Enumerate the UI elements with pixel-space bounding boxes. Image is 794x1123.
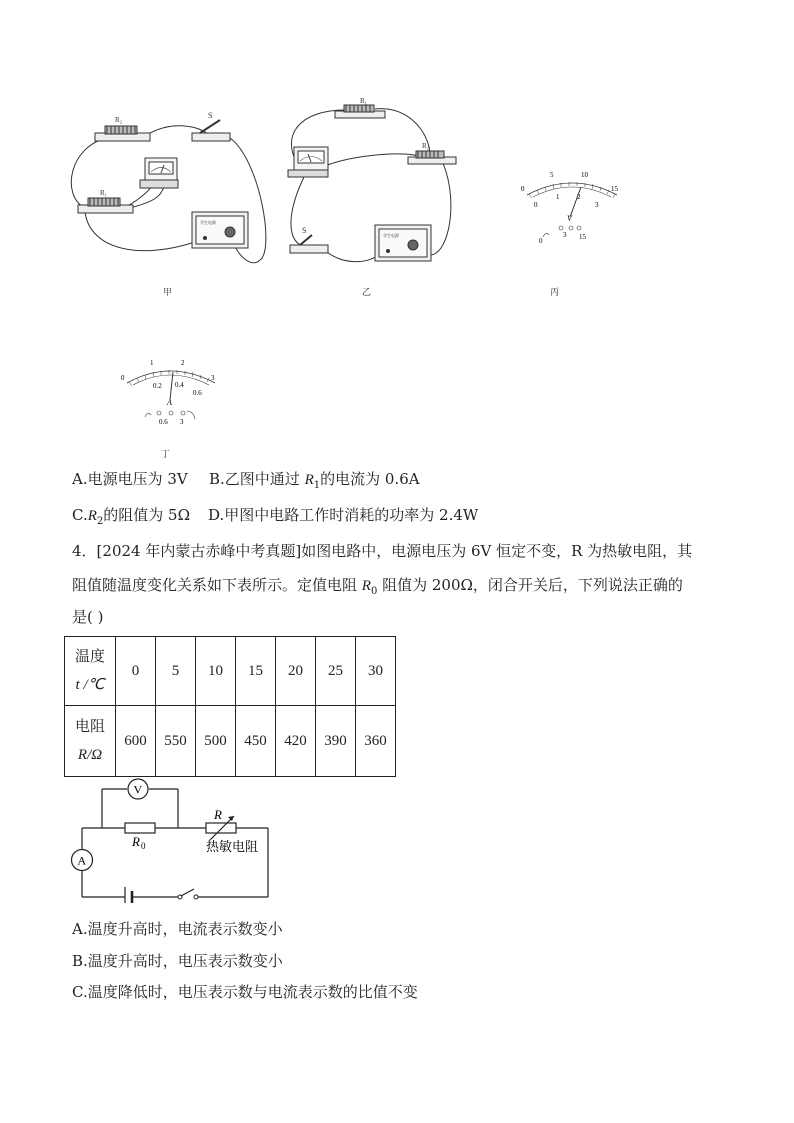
q3-option-a: A.电源电压为 3V	[72, 470, 188, 488]
a-unit: A	[167, 398, 172, 407]
v-inner-2: 2	[577, 193, 581, 201]
label-power-jia: 学生电源	[200, 220, 216, 225]
q4-option-c: C.温度降低时，电压表示数与电流表示数的比值不变	[72, 983, 418, 1001]
temperature-resistance-table	[64, 636, 396, 777]
table-cell: 550	[156, 706, 196, 777]
switch-s-yi	[290, 235, 328, 253]
table-cell: 500	[196, 706, 236, 777]
thermistor-label: 热敏电阻	[206, 839, 259, 854]
v-inner-0: 0	[534, 201, 538, 209]
voltmeter-yi	[288, 147, 328, 177]
q4-stem-line2: 阻值随温度变化关系如下表所示。定值电阻 $R_0$ 阻值为 200Ω，闭合开关后，下列说法正确的	[72, 576, 683, 597]
v-outer-10: 10	[581, 171, 588, 179]
table-cell: 390	[316, 706, 356, 777]
resistance-header: 电阻 R/Ω	[65, 706, 116, 777]
a-term-3: 3	[180, 418, 184, 426]
a-term-0.6: 0.6	[159, 418, 168, 426]
q4-option-b: B.温度升高时，电压表示数变小	[72, 952, 283, 970]
svg-text:A: A	[77, 853, 87, 868]
q4-option-a: A.温度升高时，电流表示数变小	[72, 920, 283, 938]
q4-stem-line3: 是( )	[72, 608, 104, 626]
power-supply-jia	[192, 212, 248, 248]
resistor-r1-jia	[78, 198, 133, 213]
power-supply-yi	[375, 225, 431, 261]
label-r1-jia: R₁	[100, 189, 108, 197]
table-cell: 25	[316, 637, 356, 706]
table-cell: 10	[196, 637, 236, 706]
voltmeter-jia	[140, 158, 178, 188]
caption-yi: 乙	[362, 288, 372, 298]
table-cell: 450	[236, 706, 276, 777]
q4-circuit-diagram	[70, 778, 280, 903]
v-unit: V	[567, 214, 572, 223]
resistor-r0-symbol	[125, 823, 155, 833]
a-inner-0.6: 0.6	[193, 389, 202, 397]
table-cell: 0	[116, 637, 156, 706]
figure-jia	[60, 100, 280, 275]
a-inner-0.4: 0.4	[175, 381, 184, 389]
v-inner-3: 3	[595, 201, 599, 209]
thermistor-r-label: R	[214, 807, 222, 822]
ammeter-symbol	[72, 850, 93, 871]
figure-yi	[280, 95, 460, 270]
switch-s-jia	[192, 120, 230, 141]
a-outer-1: 1	[150, 359, 154, 367]
label-s-jia: S	[208, 111, 213, 120]
figure-ding-ammeter-dial	[115, 355, 225, 430]
figure-bing-voltmeter-dial	[515, 165, 630, 245]
v-outer-0: 0	[521, 185, 525, 193]
table-row-temperature	[65, 637, 396, 706]
v-inner-1: 1	[556, 193, 560, 201]
r0-subscript: 0	[141, 841, 146, 851]
switch-symbol	[178, 889, 198, 899]
label-r1-yi: R₁	[360, 97, 368, 105]
caption-jia-text: 甲	[163, 288, 173, 298]
a-outer-0: 0	[121, 374, 125, 382]
temperature-header: 温度 t /℃	[65, 637, 116, 706]
r0-label: R	[132, 834, 140, 849]
table-cell: 600	[116, 706, 156, 777]
table-cell: 30	[356, 637, 396, 706]
table-cell: 360	[356, 706, 396, 777]
voltmeter-symbol	[128, 779, 148, 799]
q4-stem-line1: 4．[2024 年内蒙古赤峰中考真题]如图电路中，电源电压为 6V 恒定不变，R 为热敏电阻，其	[72, 542, 693, 560]
label-power-yi: 学生电源	[383, 233, 399, 238]
label-s-yi: S	[302, 226, 307, 235]
label-r2: R₂	[115, 116, 123, 124]
resistor-r1-yi	[335, 105, 385, 118]
q3-option-b: B.乙图中通过 $R_1$的电流为 0.6A	[209, 470, 420, 491]
v-term-0: 0	[539, 237, 543, 245]
v-outer-5: 5	[550, 171, 554, 179]
table-cell: 420	[276, 706, 316, 777]
battery-symbol	[125, 887, 132, 903]
resistor-r2	[95, 126, 150, 141]
table-cell: 5	[156, 637, 196, 706]
table-cell: 20	[276, 637, 316, 706]
a-outer-3: 3	[211, 374, 215, 382]
table-cell: 15	[236, 637, 276, 706]
v-term-3: 3	[563, 231, 567, 239]
q3-option-c: $C.R_2$的阻值为 5Ω	[72, 506, 191, 527]
svg-text:V: V	[133, 782, 143, 797]
resistor-r2-yi	[408, 151, 456, 164]
a-outer-2: 2	[181, 359, 185, 367]
label-r2-yi: R₂	[422, 142, 430, 150]
v-outer-15: 15	[611, 185, 618, 193]
table-row-resistance	[65, 706, 396, 777]
q3-option-d: D.甲图中电路工作时消耗的功率为 2.4W	[208, 506, 479, 524]
a-inner-0.2: 0.2	[153, 382, 162, 390]
caption-ding: 丁	[161, 450, 171, 460]
caption-bing: 丙	[550, 288, 560, 298]
v-term-15: 15	[579, 233, 586, 241]
